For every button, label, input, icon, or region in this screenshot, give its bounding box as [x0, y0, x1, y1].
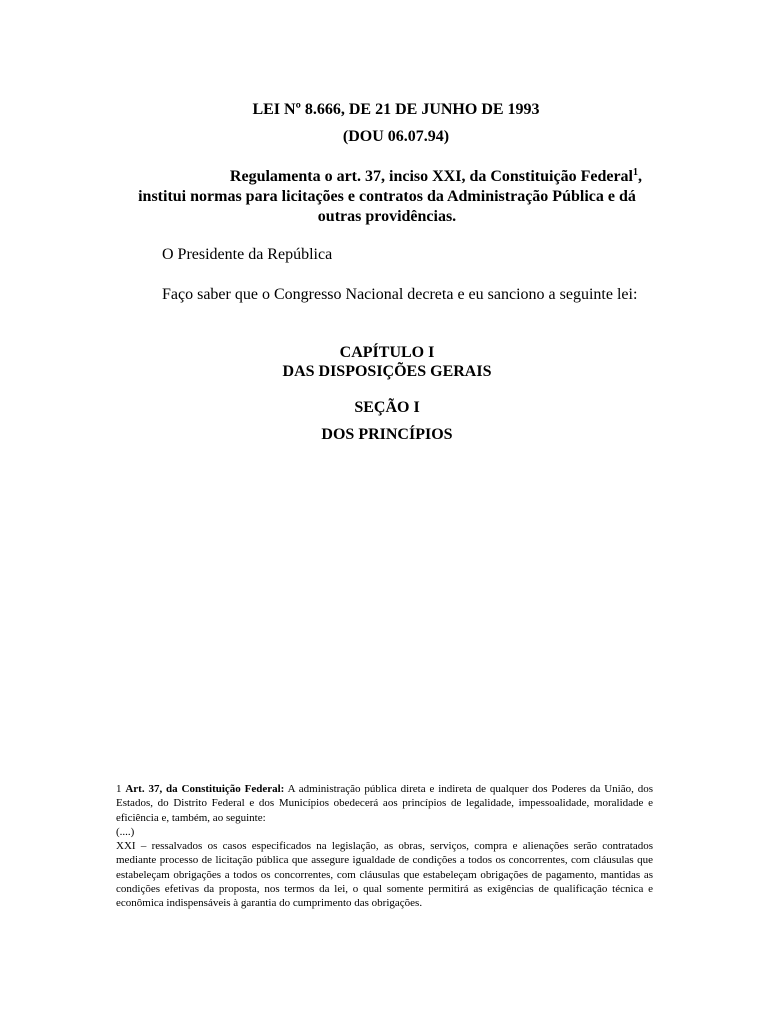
footnote-marker: 1: [116, 783, 122, 795]
section-title: DOS PRINCÍPIOS: [321, 426, 453, 443]
footnote-ellipsis: (....): [116, 825, 135, 838]
law-summary: [118, 167, 656, 227]
footnote-text-2: XXI – ressalvados os casos especificados na legislação, as obras, serviços, compra e alienações serão contratados mediante processo de licitação pública que assegure igualdade de condições a todos os concorrentes, com cláusulas que estabeleçam obrigações a todos os concorrentes, com cláusulas que estabeleçam obrigações de pagamento, mantidas as condições efetivas da proposta, nos termos da lei, o qual somente permitirá as exigências de qualificação técnica e econômica indispensáveis à garantia do cumprimento das obrigações.: [116, 840, 653, 910]
footnote-reference-title: Art. 37, da Constituição Federal:: [125, 783, 285, 795]
law-summary-comma: ,: [638, 168, 642, 185]
footnote-paragraph-1: [116, 782, 653, 825]
chapter-title: DAS DISPOSIÇÕES GERAIS: [282, 363, 492, 380]
law-summary-line1: Regulamenta o art. 37, inciso XXI, da Constituição Federal: [229, 168, 633, 185]
footnote-text-1: A administração pública direta e indireta de qualquer dos Poderes da União, dos Estados, do Distrito Federal e dos Municípios obedecerá aos princípios de legalidade, impessoalidade, moralidade e eficiência e, também, ao seguinte:: [116, 783, 654, 824]
law-summary-rest: institui normas para licitações e contratos da Administração Pública e dá outras providências.: [138, 188, 636, 225]
footnote-reference[interactable]: 1: [633, 167, 638, 178]
law-summary-first-line: [118, 167, 656, 187]
law-publication-date: (DOU 06.07.94): [342, 128, 450, 145]
decree-paragraph: Faço saber que o Congresso Nacional decreta e eu sanciono a seguinte lei:: [162, 286, 638, 303]
president-line: O Presidente da República: [162, 246, 333, 263]
footnote: [116, 782, 653, 911]
law-title: LEI Nº 8.666, DE 21 DE JUNHO DE 1993: [252, 101, 540, 118]
section-number: SEÇÃO I: [354, 399, 420, 416]
chapter-number: CAPÍTULO I: [339, 344, 435, 361]
